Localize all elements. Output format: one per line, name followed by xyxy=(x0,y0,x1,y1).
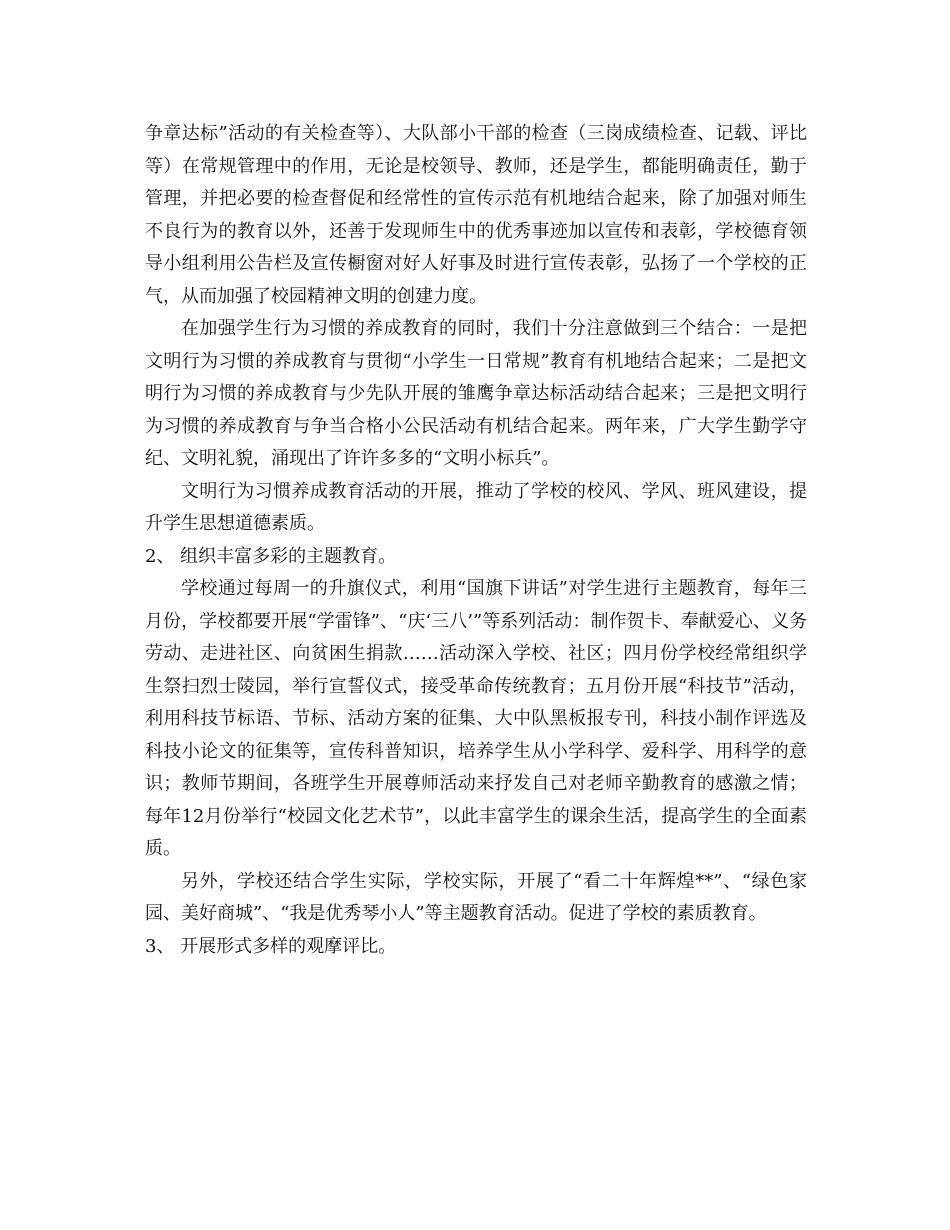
paragraph-continued: 争章达标”活动的有关检查等）、大队部小干部的检查（三岗成绩检查、记载、评比等）在常规管理中的作用，无论是校领导、教师，还是学生，都能明确责任，勤于管理，并把必要的检查督促和经常性的宣传示范有机地结合起来，除了加强对师生不良行为的教育以外，还善于发现师生中的优秀事迹加以宣传和表彰，学校德育领导小组利用公告栏及宣传橱窗对好人好事及时进行宣传表彰，弘扬了一个学校的正气，从而加强了校园精神文明的创建力度。 xyxy=(145,123,807,307)
document-body xyxy=(145,118,807,963)
section-heading-2: 2、 组织丰富多彩的主题教育。 xyxy=(145,545,397,567)
paragraph-habit-education: 文明行为习惯养成教育活动的开展，推动了学校的校风、学风、班风建设，提升学生思想道德素质。 xyxy=(145,480,807,534)
section-heading-3: 3、 开展形式多样的观摩评比。 xyxy=(145,935,397,957)
paragraph-three-combinations: 在加强学生行为习惯的养成教育的同时，我们十分注意做到三个结合：一是把文明行为习惯的养成教育与贯彻“小学生一日常规”教育有机地结合起来；二是把文明行为习惯的养成教育与少先队开展的雏鹰争章达标活动结合起来；三是把文明行为习惯的养成教育与争当合格小公民活动有机结合起来。两年来，广大学生勤学守纪、文明礼貌，涌现出了许许多多的“文明小标兵”。 xyxy=(145,318,807,469)
paragraph-theme-education: 学校通过每周一的升旗仪式，利用“国旗下讲话”对学生进行主题教育，每年三月份，学校都要开展“学雷锋”、“庆‘三八’”等系列活动：制作贺卡、奉献爱心、义务劳动、走进社区、向贫困生捐款……活动深入学校、社区；四月份学校经常组织学生祭扫烈士陵园，举行宣誓仪式，接受革命传统教育；五月份开展“科技节”活动，利用科技节标语、节标、活动方案的征集、大中队黑板报专刊，科技小制作评选及科技小论文的征集等，宣传科普知识，培养学生从小学科学、爱科学、用科学的意识；教师节期间，各班学生开展尊师活动来抒发自己对老师辛勤教育的感激之情；每年12月份举行“校园文化艺术节”，以此丰富学生的课余生活，提高学生的全面素质。 xyxy=(145,578,807,859)
paragraph-other-activities: 另外，学校还结合学生实际，学校实际，开展了“看二十年辉煌**”、“绿色家园、美好商城”、“我是优秀琴小人”等主题教育活动。促进了学校的素质教育。 xyxy=(145,870,807,924)
